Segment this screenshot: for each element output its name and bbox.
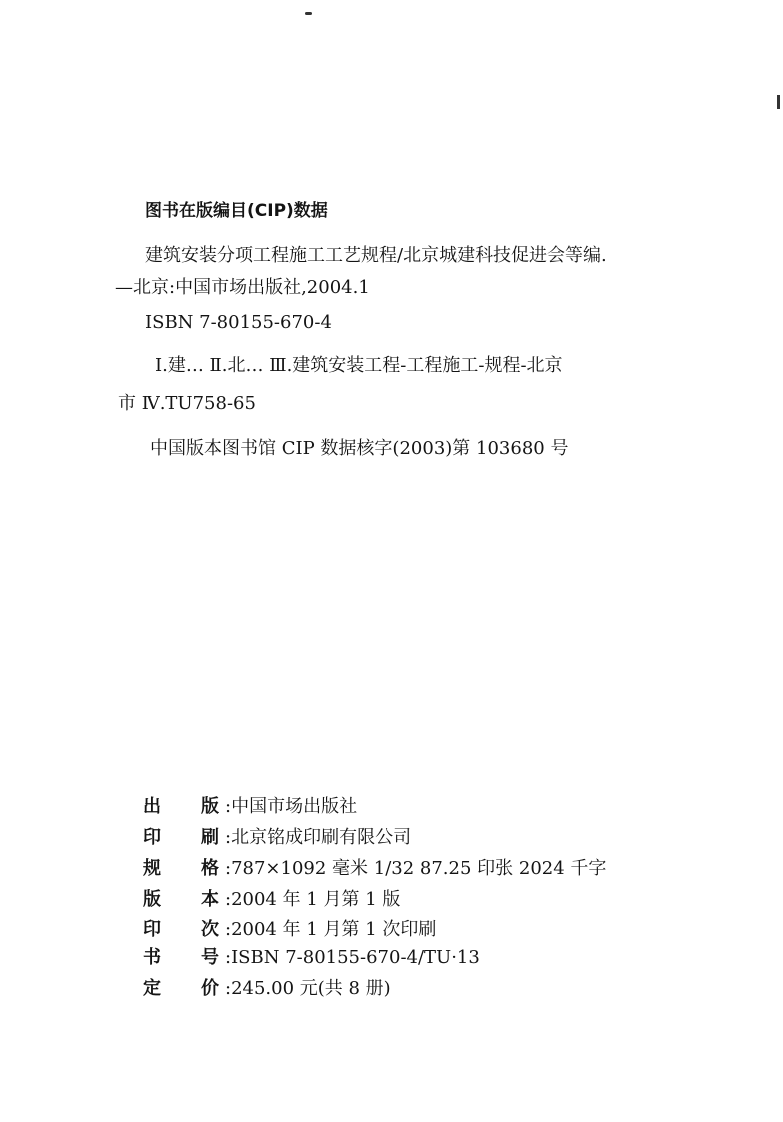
colophon-label: 印 <box>143 919 161 940</box>
cip-isbn: ISBN 7-80155-670-4 <box>145 312 332 333</box>
colophon-label: 次 <box>201 919 219 940</box>
colophon-label: 版 <box>143 889 161 910</box>
cip-line: 建筑安装分项工程施工工艺规程/北京城建科技促进会等编. <box>145 245 607 266</box>
colophon-value: :787×1092 毫米 1/32 87.25 印张 2024 千字 <box>225 858 607 879</box>
colophon-label: 版 <box>201 796 219 817</box>
colophon-label: 定 <box>143 978 161 999</box>
colophon-label: 格 <box>201 858 219 879</box>
cip-verification-number: 中国版本图书馆 CIP 数据核字(2003)第 103680 号 <box>150 438 569 459</box>
colophon-value: :中国市场出版社 <box>225 796 358 817</box>
colophon-label: 刷 <box>201 827 219 848</box>
colophon-value: :ISBN 7-80155-670-4/TU·13 <box>225 947 480 968</box>
scan-mark <box>305 12 312 15</box>
cip-title: 图书在版编目(CIP)数据 <box>145 201 328 221</box>
colophon-label: 印 <box>143 827 161 848</box>
colophon-label: 价 <box>201 978 219 999</box>
cip-classification: Ⅰ.建… Ⅱ.北… Ⅲ.建筑安装工程-工程施工-规程-北京 <box>155 355 563 376</box>
colophon-value: :2004 年 1 月第 1 版 <box>225 889 401 910</box>
cip-line: —北京:中国市场出版社,2004.1 <box>115 277 370 298</box>
colophon-value: :北京铭成印刷有限公司 <box>225 827 412 848</box>
colophon-value: :2004 年 1 月第 1 次印刷 <box>225 919 437 940</box>
colophon-value: :245.00 元(共 8 册) <box>225 978 391 999</box>
colophon-label: 号 <box>201 947 219 968</box>
scan-mark <box>777 95 780 109</box>
colophon-label: 书 <box>143 947 161 968</box>
colophon-label: 本 <box>201 889 219 910</box>
colophon-label: 规 <box>143 858 161 879</box>
cip-classification: 市 Ⅳ.TU758-65 <box>118 393 256 414</box>
colophon-label: 出 <box>143 796 161 817</box>
